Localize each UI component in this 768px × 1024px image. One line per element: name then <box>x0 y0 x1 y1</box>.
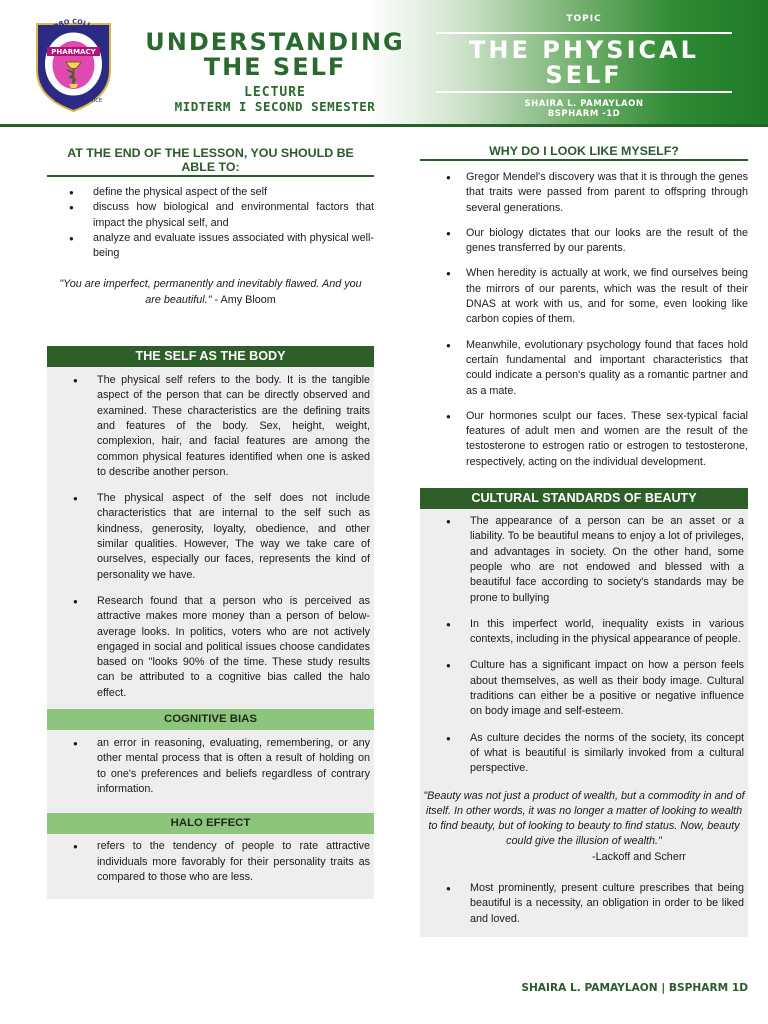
document-title-block <box>140 30 410 114</box>
self-body-panel <box>47 367 374 709</box>
list-item: ● Meanwhile, evolutionary psychology found that faces hold certain fundamental and important characteristics that could indicate a person's quality as a romantic partner and as a mate. <box>420 338 748 399</box>
list-item: ● Culture has a significant impact on how a person feels about themselves, as well as their body image. Cultural traditions can either be a positive or negative influence on body image and self-esteem. <box>420 658 744 719</box>
list-item: ● In this imperfect world, inequality exists in various contexts, including in the physical appearance of people. <box>420 617 744 648</box>
objectives-list <box>47 177 374 261</box>
cultural-heading: CULTURAL STANDARDS OF BEAUTY <box>420 488 748 509</box>
list-item: ● define the physical aspect of the self <box>47 185 374 200</box>
topic-title: THE PHYSICAL SELF <box>469 36 699 89</box>
list-item: ● The physical self refers to the body. It is the tangible aspect of the person that can be directly observed and examined. These characteristics are the defining traits and features of the body. Sex, height, weight, complexion, hair, and facial features are among the common physical features identified when one is asked to describe another person. <box>47 373 370 480</box>
list-item: ● Most prominently, present culture prescribes that being beautiful is a necessity, an obligation in order to be liked and loved. <box>420 881 744 927</box>
topic-author-program: BSPHARM -1D <box>547 109 621 119</box>
halo-effect-heading: HALO EFFECT <box>47 813 374 834</box>
cognitive-bias-panel <box>47 730 374 813</box>
list-item: ● As culture decides the norms of the society, its concept of what is beautiful is similarly invoked from a cultural perspective. <box>420 731 744 777</box>
bloom-quote <box>47 277 374 308</box>
document-title: UNDERSTANDING THE SELF <box>145 28 405 81</box>
halo-effect-panel <box>47 834 374 899</box>
list-item: ● refers to the tendency of people to rate attractive individuals more favorably for their personality traits as compared to those who are less. <box>47 839 370 885</box>
list-item: ● discuss how biological and environmental factors that impact the physical self, and <box>47 200 374 231</box>
bloom-quote-author: - Amy Bloom <box>211 293 276 306</box>
list-item: ● Research found that a person who is perceived as attractive makes more money than a person of below-average looks. In politics, voters who are not actively engaged in social and political issues choose candidates based on "looks 90% of the time. These study results can be attributed to a cognitive bias called the halo effect. <box>47 594 370 701</box>
logo-banner-text: PHARMACY <box>51 48 96 56</box>
list-item: ● When heredity is actually at work, we find ourselves being the mirrors of our parents, which was the result of their DNAS at work with us, and for some, even looking like carbon copies of them. <box>420 266 748 327</box>
logo-motto-right: SERVICE <box>81 98 103 104</box>
topic-label: TOPIC <box>566 14 602 24</box>
cultural-panel <box>420 509 748 937</box>
right-column <box>420 142 748 937</box>
document-subtitle-lecture: LECTURE <box>244 85 306 100</box>
list-item: ● The appearance of a person can be an asset or a liability. To be beautiful means to enjoy a lot of privileges, and advantages in society. On the other hand, some people who are not endowed and blessed with a beautiful face according to society's standards may be prone to bullying <box>420 514 744 606</box>
topic-rule-bottom <box>436 91 732 93</box>
list-item: ● Gregor Mendel's discovery was that it is through the genes that traits were passed from parent to offspring through several generations. <box>420 170 748 216</box>
list-item: ● Our hormones sculpt our faces. These sex-typical facial features of adult men and women are the result of the testosterone to estrogen ratio or estrogen to testosterone, respectively, acting on the individual development. <box>420 409 748 470</box>
document-subtitle-term: MIDTERM I SECOND SEMESTER <box>174 99 376 114</box>
college-logo <box>33 18 114 114</box>
topic-block <box>436 14 732 119</box>
why-heading: WHY DO I LOOK LIKE MYSELF? <box>420 142 748 161</box>
list-item: ● Our biology dictates that our looks are the result of the genes transferred by our parents. <box>420 226 748 257</box>
logo-motto-left: LOVE <box>55 98 69 104</box>
why-list <box>420 161 748 470</box>
list-item: ● analyze and evaluate issues associated with physical well-being <box>47 231 374 262</box>
footer-author: SHAIRA L. PAMAYLAON | BSPHARM 1D <box>521 982 748 994</box>
logo-ring-text: SAN PEDRO COLLEGE <box>36 18 105 53</box>
objectives-heading: AT THE END OF THE LESSON, YOU SHOULD BE ABLE TO: <box>47 144 374 177</box>
beauty-quote-author: -Lackoff and Scherr <box>591 850 687 863</box>
topic-author-name: SHAIRA L. PAMAYLAON <box>524 99 644 109</box>
left-column <box>47 144 374 899</box>
self-body-heading: THE SELF AS THE BODY <box>47 346 374 367</box>
cognitive-bias-heading: COGNITIVE BIAS <box>47 709 374 730</box>
list-item: ● an error in reasoning, evaluating, remembering, or any other mental process that is often a result of holding on to one's preferences and beliefs regardless of contrary information. <box>47 736 370 797</box>
list-item: ● The physical aspect of the self does not include characteristics that are internal to the self such as kindness, generosity, loyalty, obedience, and other similar qualities. However, The way we take care of ourselves, especially our faces, represents the kind of personality we have. <box>47 491 370 583</box>
header-divider <box>0 124 768 127</box>
bloom-quote-text: "You are imperfect, permanently and inevitably flawed. And you are beautiful." <box>59 278 362 306</box>
beauty-quote: "Beauty was not just a product of wealth, but a commodity in and of itself. In other words, it was no longer a matter of looking to wealth to find beauty, but of looking to beauty to find status. Now, beauty could give the illusion of wealth." <box>423 789 745 848</box>
